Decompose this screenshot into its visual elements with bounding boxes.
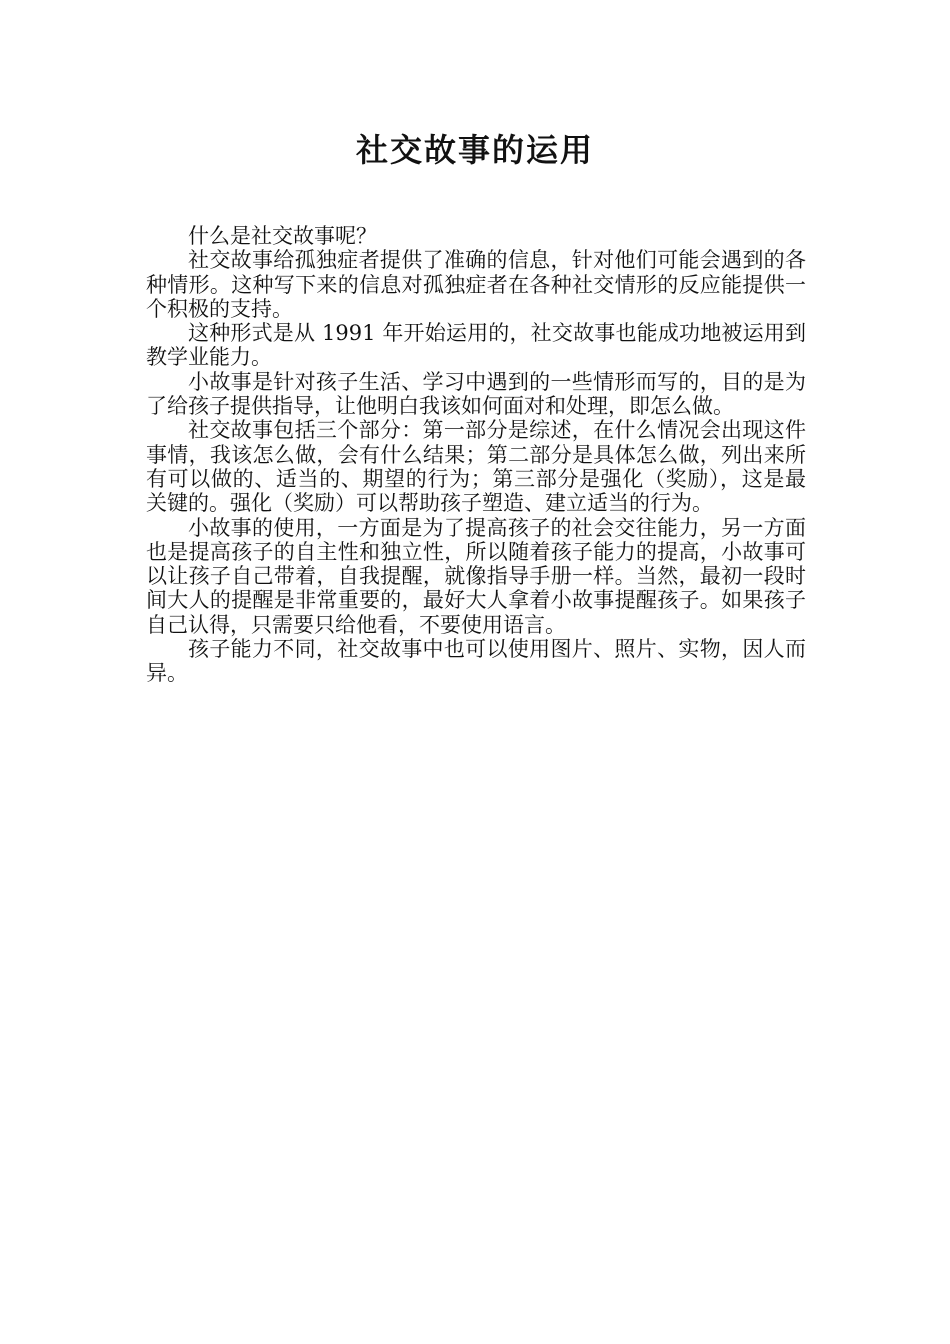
paragraph-variation: 孩子能力不同，社交故事中也可以使用图片、照片、实物，因人而异。 <box>146 637 806 686</box>
paragraph-purpose: 小故事是针对孩子生活、学习中遇到的一些情形而写的，目的是为了给孩子提供指导，让他明白我该如何面对和处理，即怎么做。 <box>146 369 806 419</box>
paragraph-history: 这种形式是从 1991 年开始运用的，社交故事也能成功地被运用到教学业能力。 <box>146 321 806 370</box>
paragraph-structure: 社交故事包括三个部分：第一部分是综述，在什么情况会出现这件事情，我该怎么做，会有什么结果；第二部分是具体怎么做，列出来所有可以做的、适当的、期望的行为；第三部分是强化（奖励），这是最关键的。强化（奖励）可以帮助孩子塑造、建立适当的行为。 <box>146 418 806 516</box>
paragraph-question: 什么是社交故事呢？ <box>188 224 377 248</box>
paragraph-usage: 小故事的使用，一方面是为了提高孩子的社会交往能力，另一方面也是提高孩子的自主性和独立性，所以随着孩子能力的提高，小故事可以让孩子自己带着，自我提醒，就像指导手册一样。当然，最初一段时间大人的提醒是非常重要的，最好大人拿着小故事提醒孩子。如果孩子自己认得，只需要只给他看，不要使用语言。 <box>146 515 806 637</box>
document-title: 社交故事的运用 <box>355 131 594 169</box>
document-body <box>146 224 806 686</box>
paragraph-definition: 社交故事给孤独症者提供了准确的信息，针对他们可能会遇到的各种情形。这种写下来的信息对孤独症者在各种社交情形的反应能提供一个积极的支持。 <box>146 248 806 321</box>
